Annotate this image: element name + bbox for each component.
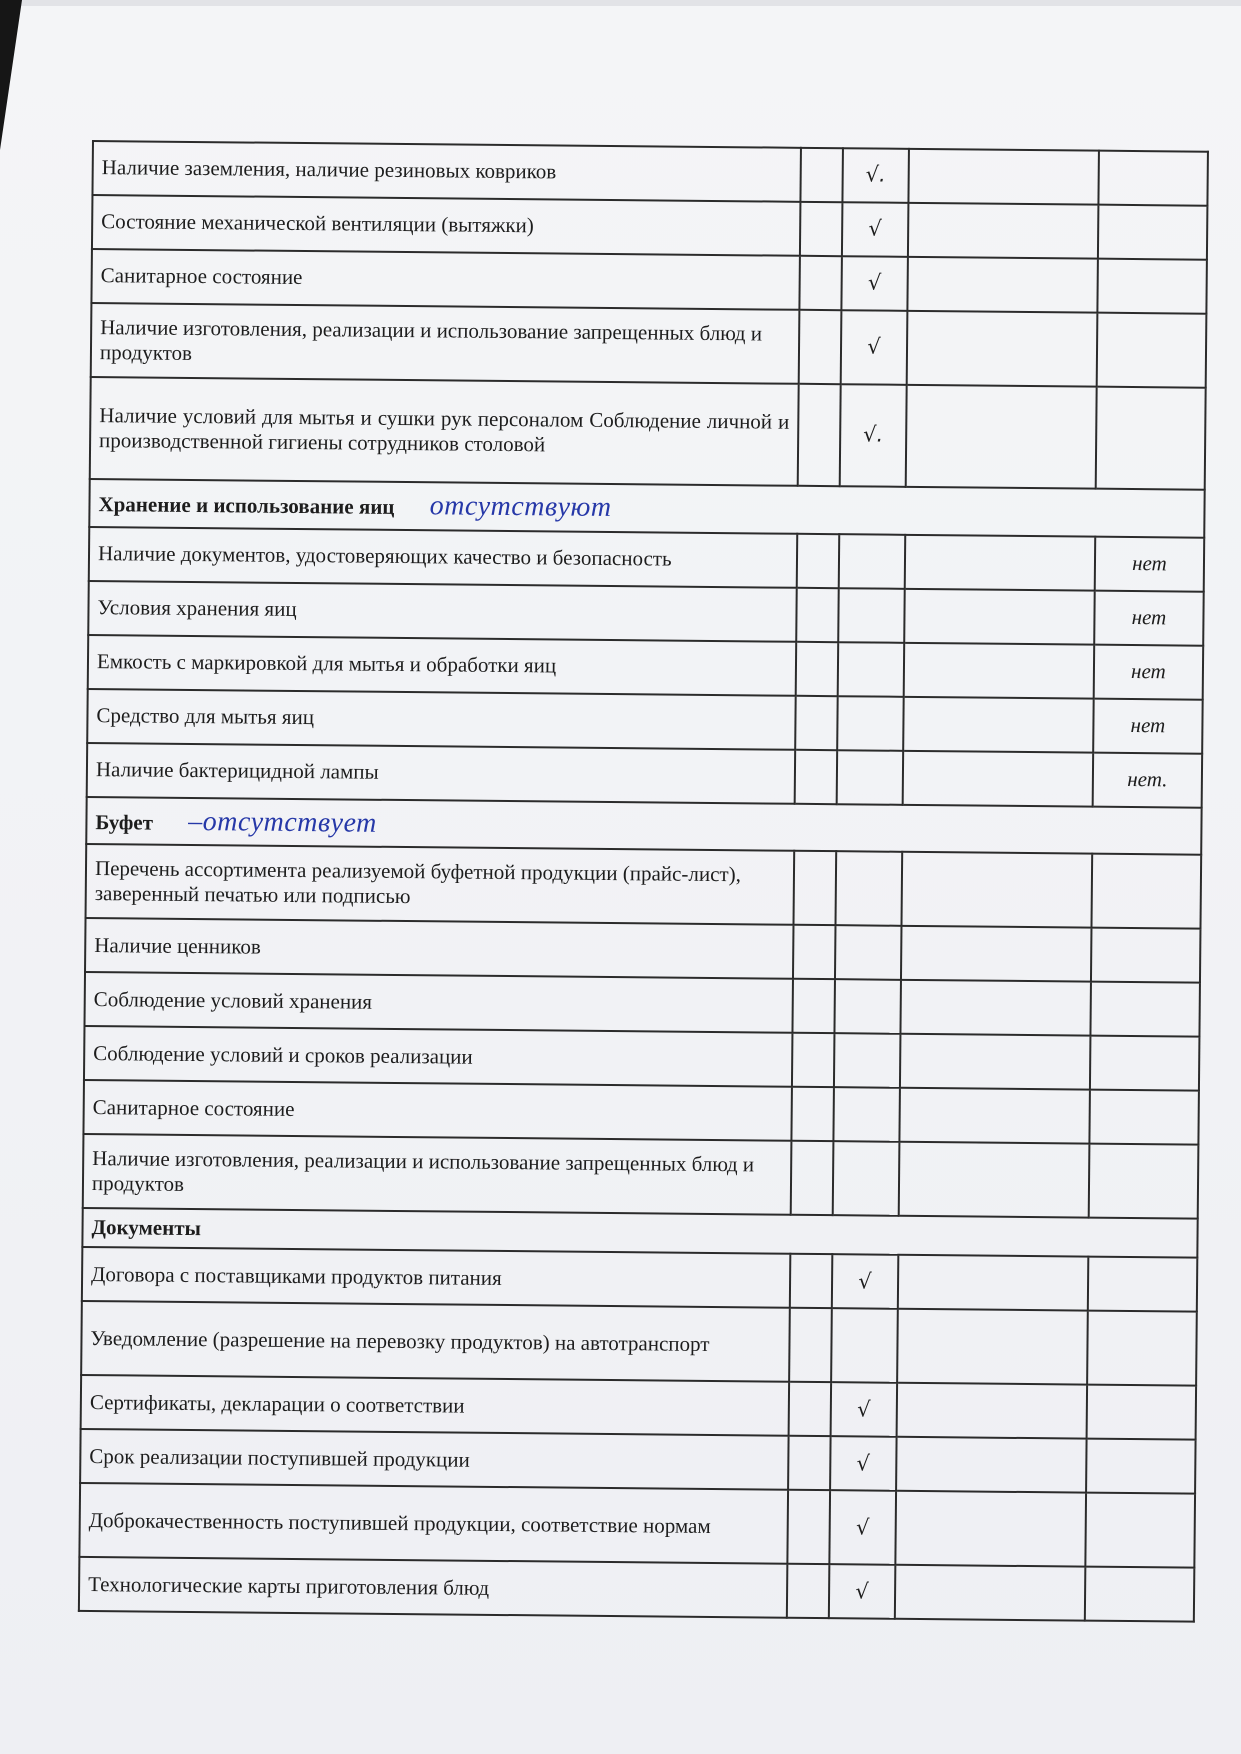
scan-top-edge bbox=[0, 0, 1241, 6]
blank-cell bbox=[790, 1254, 833, 1308]
handwritten-note bbox=[1089, 1144, 1199, 1219]
criterion-label: Технологические карты приготовления блюд bbox=[79, 1557, 787, 1618]
check-mark bbox=[831, 1309, 898, 1384]
table-row bbox=[90, 377, 1206, 490]
blank-cell bbox=[791, 1141, 834, 1215]
blank-cell bbox=[800, 202, 843, 256]
check-mark bbox=[834, 979, 901, 1034]
blank-cell bbox=[796, 641, 839, 695]
blank-cell bbox=[905, 534, 1096, 590]
check-mark bbox=[835, 925, 902, 980]
criterion-label: Состояние механической вентиляции (вытяжки) bbox=[92, 195, 800, 256]
blank-cell bbox=[899, 1088, 1090, 1144]
criterion-label: Доброкачественность поступившей продукции, соответствие нормам bbox=[79, 1483, 788, 1564]
blank-cell bbox=[907, 257, 1098, 313]
criterion-label: Наличие изготовления, реализации и использование запрещенных блюд и продуктов bbox=[83, 1134, 792, 1215]
check-mark: √ bbox=[829, 1491, 896, 1566]
handwritten-note bbox=[1087, 1311, 1197, 1386]
blank-cell bbox=[792, 979, 835, 1033]
table-row bbox=[91, 303, 1207, 388]
criterion-label: Наличие ценников bbox=[85, 918, 793, 979]
section-handwritten-note: отсутствуют bbox=[429, 490, 612, 524]
check-mark: √ bbox=[841, 256, 908, 311]
blank-cell bbox=[793, 925, 836, 979]
blank-cell bbox=[908, 149, 1099, 205]
blank-cell bbox=[899, 1142, 1090, 1218]
blank-cell bbox=[797, 533, 840, 587]
check-mark: √ bbox=[830, 1437, 897, 1492]
criterion-label: Соблюдение условий и сроков реализации bbox=[84, 1026, 792, 1087]
check-mark: √ bbox=[832, 1255, 899, 1310]
check-mark bbox=[834, 1033, 901, 1088]
criterion-label: Средство для мытья яиц bbox=[87, 689, 795, 750]
check-mark: √ bbox=[829, 1565, 896, 1620]
check-mark bbox=[838, 642, 905, 697]
table-row bbox=[86, 844, 1202, 929]
table-row bbox=[79, 1557, 1194, 1622]
handwritten-note: нет bbox=[1093, 698, 1203, 753]
inspection-checklist-table bbox=[78, 140, 1209, 1623]
blank-cell bbox=[896, 1437, 1087, 1493]
table-row bbox=[79, 1483, 1195, 1568]
blank-cell bbox=[901, 926, 1092, 982]
criterion-label: Соблюдение условий хранения bbox=[84, 972, 792, 1033]
criterion-label: Перечень ассортимента реализуемой буфетной продукции (прайс-лист), заверенный печатью или подписью bbox=[86, 844, 795, 925]
criterion-label: Наличие документов, удостоверяющих качество и безопасность bbox=[89, 527, 797, 588]
blank-cell bbox=[900, 980, 1091, 1036]
check-mark bbox=[837, 750, 904, 805]
blank-cell bbox=[895, 1565, 1086, 1621]
check-mark bbox=[838, 588, 905, 643]
blank-cell bbox=[798, 384, 841, 486]
blank-cell bbox=[901, 852, 1092, 928]
blank-cell bbox=[800, 148, 843, 202]
handwritten-note bbox=[1089, 1090, 1199, 1145]
handwritten-note bbox=[1088, 1257, 1198, 1312]
blank-cell bbox=[796, 587, 839, 641]
blank-cell bbox=[895, 1491, 1086, 1567]
handwritten-note bbox=[1097, 313, 1207, 388]
blank-cell bbox=[793, 851, 836, 925]
handwritten-note bbox=[1098, 151, 1208, 206]
handwritten-note bbox=[1096, 387, 1206, 490]
criterion-label: Санитарное состояние bbox=[83, 1080, 791, 1141]
criterion-label: Уведомление (разрешение на перевозку продуктов) на автотранспорт bbox=[81, 1301, 790, 1382]
criterion-label: Санитарное состояние bbox=[91, 249, 799, 310]
blank-cell bbox=[789, 1308, 832, 1382]
blank-cell bbox=[908, 203, 1099, 259]
check-mark bbox=[837, 696, 904, 751]
section-title: Буфет bbox=[95, 809, 154, 835]
blank-cell bbox=[789, 1382, 832, 1436]
handwritten-note bbox=[1085, 1567, 1195, 1622]
blank-cell bbox=[904, 588, 1095, 644]
blank-cell bbox=[898, 1255, 1089, 1311]
blank-cell bbox=[903, 696, 1094, 752]
blank-cell bbox=[795, 695, 838, 749]
section-title: Документы bbox=[91, 1215, 202, 1241]
check-mark: √ bbox=[841, 310, 908, 385]
check-mark: √. bbox=[842, 148, 909, 203]
scan-corner-shadow bbox=[0, 0, 22, 150]
handwritten-note bbox=[1085, 1493, 1195, 1568]
check-mark bbox=[839, 534, 906, 589]
blank-cell bbox=[900, 1034, 1091, 1090]
check-mark bbox=[835, 851, 902, 926]
handwritten-note bbox=[1090, 982, 1200, 1037]
handwritten-note bbox=[1098, 205, 1208, 260]
criterion-label: Наличие условий для мытья и сушки рук персоналом Соблюдение личной и производственной гигиены сотрудников столовой bbox=[90, 377, 799, 486]
criterion-label: Сертификаты, декларации о соответствии bbox=[81, 1375, 789, 1436]
blank-cell bbox=[799, 310, 842, 384]
blank-cell bbox=[795, 749, 838, 803]
handwritten-note: нет. bbox=[1093, 752, 1203, 807]
handwritten-note bbox=[1091, 928, 1201, 983]
check-mark: √ bbox=[831, 1383, 898, 1438]
check-mark: √ bbox=[842, 202, 909, 257]
criterion-label: Емкость с маркировкой для мытья и обработки яиц bbox=[88, 635, 796, 696]
blank-cell bbox=[799, 256, 842, 310]
section-title: Хранение и использование яиц bbox=[98, 492, 395, 519]
blank-cell bbox=[897, 1309, 1088, 1385]
handwritten-note: нет bbox=[1094, 644, 1204, 699]
handwritten-note bbox=[1097, 259, 1207, 314]
blank-cell bbox=[792, 1033, 835, 1087]
check-mark bbox=[833, 1141, 900, 1216]
handwritten-note bbox=[1086, 1439, 1196, 1494]
check-mark: √. bbox=[840, 384, 907, 487]
table-row bbox=[83, 1134, 1199, 1219]
criterion-label: Наличие заземления, наличие резиновых ковриков bbox=[92, 141, 800, 202]
blank-cell bbox=[906, 385, 1097, 489]
table-row bbox=[81, 1301, 1197, 1386]
criterion-label: Срок реализации поступившей продукции bbox=[80, 1429, 788, 1490]
blank-cell bbox=[788, 1436, 831, 1490]
check-mark bbox=[833, 1087, 900, 1142]
blank-cell bbox=[787, 1564, 830, 1618]
handwritten-note bbox=[1090, 1036, 1200, 1091]
blank-cell bbox=[907, 311, 1098, 387]
blank-cell bbox=[897, 1383, 1088, 1439]
blank-cell bbox=[787, 1490, 830, 1564]
criterion-label: Наличие бактерицидной лампы bbox=[87, 743, 795, 804]
criterion-label: Наличие изготовления, реализации и использование запрещенных блюд и продуктов bbox=[91, 303, 800, 384]
handwritten-note bbox=[1091, 854, 1201, 929]
blank-cell bbox=[903, 750, 1094, 806]
criterion-label: Условия хранения яиц bbox=[88, 581, 796, 642]
criterion-label: Договора с поставщиками продуктов питания bbox=[82, 1247, 790, 1308]
blank-cell bbox=[791, 1087, 834, 1141]
handwritten-note: нет bbox=[1094, 590, 1204, 645]
section-handwritten-note: –отсутствует bbox=[188, 805, 377, 839]
blank-cell bbox=[904, 642, 1095, 698]
handwritten-note bbox=[1087, 1385, 1197, 1440]
handwritten-note: нет bbox=[1095, 536, 1205, 591]
